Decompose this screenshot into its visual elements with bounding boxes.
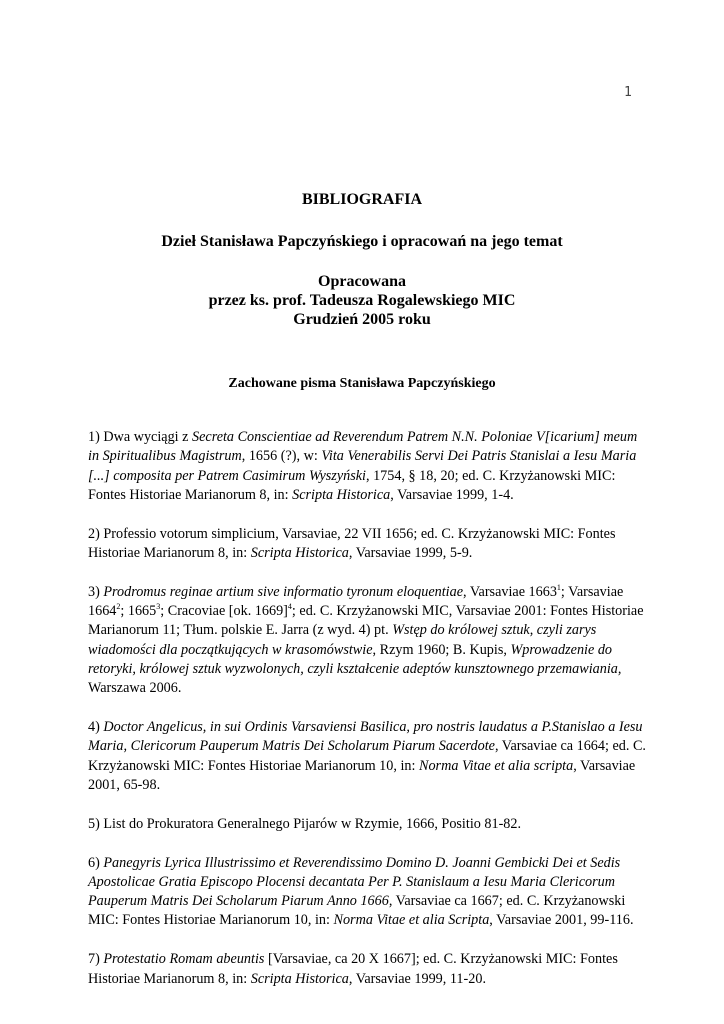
document-subtitle: Dzieł Stanisława Papczyńskiego i opracowań na jego temat [161, 233, 563, 250]
section-title: Zachowane pisma Stanisława Papczyńskiego [228, 376, 496, 391]
bibliography-entry-1: 1) Dwa wyciągi z Secreta Conscientiae ad Reverendum Patrem N.N. Poloniae V[icarium] meum in Spiritualibus Magistrum, 1656 (?), w: Vita Venerabilis Servi Dei Patris Stanislai a Iesu Maria [...] composita per Patrem Casimirum Wyszyński, 1754, § 18, 20; ed. C. Krzyżanowski MIC: Fontes Historiae Marianorum 8, in: Scripta Historica, Varsaviae 1999, 1-4. [88, 429, 638, 503]
prepared-line-3: Grudzień 2005 roku [293, 311, 431, 328]
page-number: 1 [624, 85, 632, 100]
bibliography-entry-2: 2) Professio votorum simplicium, Varsaviae, 22 VII 1656; ed. C. Krzyżanowski MIC: Fontes Historiae Marianorum 8, in: Scripta Historica, Varsaviae 1999, 5-9. [88, 525, 616, 561]
bibliography-entry-6: 6) Panegyris Lyrica Illustrissimo et Reverendissimo Domino D. Joanni Gembicki Dei et Sedis Apostolicae Gratia Episcopo Plocensi decantata Per P. Stanislaum a Iesu Maria Clericorum Pauperum Matris Dei Scholarum Piarum Anno 1666, Varsaviae ca 1667; ed. C. Krzyżanowski MIC: Fontes Historiae Marianorum 10, in: Norma Vitae et alia Scripta, Varsaviae 2001, 99-116. [88, 854, 634, 929]
prepared-line-1: Opracowana [318, 273, 406, 290]
bibliography-list [88, 428, 648, 1008]
bibliography-entry-4: 4) Doctor Angelicus, in sui Ordinis Varsaviensi Basilica, pro nostris laudatus a P.Stanislao a Iesu Maria, Clericorum Pauperum Matris Dei Scholarum Piarum Sacerdote, Varsaviae ca 1664; ed. C. Krzyżanowski MIC: Fontes Historiae Marianorum 10, in: Norma Vitae et alia scripta, Varsaviae 2001, 65-98. [88, 719, 646, 793]
bibliography-entry-3: 3) Prodromus reginae artium sive informatio tyronum eloquentiae, Varsaviae 1663$^1$; Varsaviae 1664$^2$; 1665$^3$; Cracoviae [ok. 1669]$^4$; ed. C. Krzyżanowski MIC, Varsaviae 2001: Fontes Historiae Marianorum 11; Tłum. polskie E. Jarra (z wyd. 4) pt. Wstęp do królowej sztuk, czyli zarys wiadomości dla początkujących w krasomówstwie, Rzym 1960; B. Kupis, Wprowadzenie do retoryki, królowej sztuk wyzwolonych, czyli kształcenie adeptów kunsztownego przemawiania, Warszawa 2006. [88, 582, 644, 697]
prepared-line-2: przez ks. prof. Tadeusza Rogalewskiego MIC [208, 292, 516, 309]
document-title: BIBLIOGRAFIA [301, 191, 423, 208]
bibliography-entry-7: 7) Protestatio Romam abeuntis [Varsaviae, ca 20 X 1667]; ed. C. Krzyżanowski MIC: Fontes Historiae Marianorum 8, in: Scripta Historica, Varsaviae 1999, 11-20. [88, 951, 618, 987]
bibliography-entry-5: 5) List do Prokuratora Generalnego Pijarów w Rzymie, 1666, Positio 81-82. [88, 815, 522, 832]
